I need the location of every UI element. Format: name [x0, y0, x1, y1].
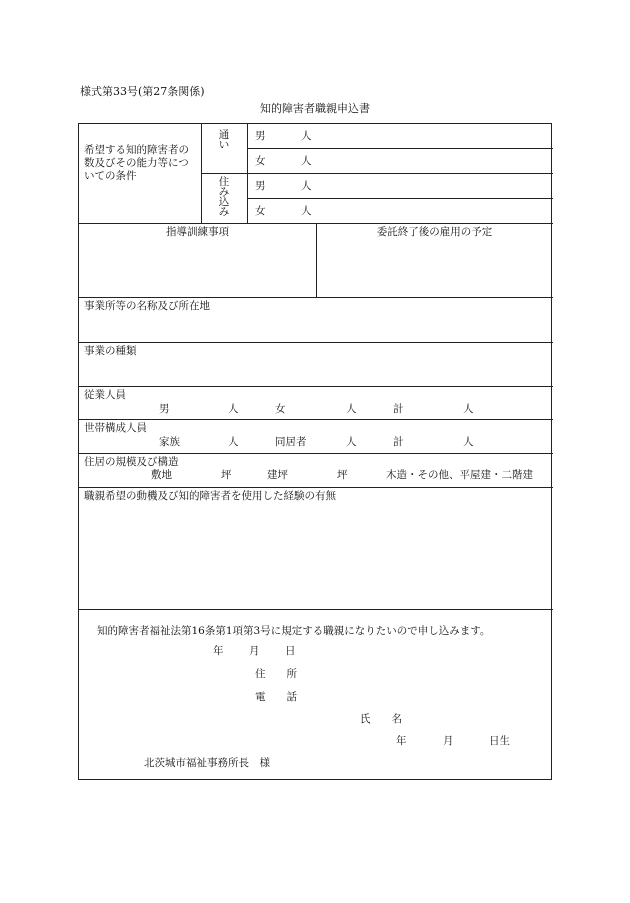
divider: [201, 173, 553, 174]
employment-plan-label: 委託終了後の雇用の予定: [376, 226, 493, 238]
application-day: 日: [285, 645, 296, 657]
divider: [247, 198, 553, 199]
form-number: 様式第33号(第27条関係): [80, 85, 205, 98]
employees-label: 従業人員: [84, 389, 126, 401]
live-in-male-label: 男: [255, 180, 266, 192]
application-year: 年: [213, 645, 224, 657]
divider: [247, 148, 553, 149]
live-in-label: 住 み 込 み: [218, 176, 230, 218]
commute-female-unit: 人: [301, 155, 312, 167]
divider: [79, 453, 553, 454]
guidance-label: 指導訓練事項: [166, 226, 229, 238]
employees-male-label: 男: [159, 403, 170, 415]
residence-label: 住居の規模及び構造: [84, 456, 179, 468]
desired-persons-label: 希望する知的障害者の数及びその能力等についての条件: [84, 144, 189, 182]
commute-male-label: 男: [255, 130, 266, 142]
form-table: [78, 123, 552, 780]
commute-male-unit: 人: [301, 130, 312, 142]
motivation-label: 職親希望の動機及び知的障害者を使用した経験の有無: [84, 490, 336, 502]
household-family-label: 家族: [159, 436, 180, 448]
divider: [79, 386, 553, 387]
residence-site-unit: 坪: [221, 469, 232, 481]
divider: [79, 487, 553, 488]
divider: [79, 342, 553, 343]
commute-label: 通 い: [218, 129, 230, 151]
household-total-unit: 人: [463, 436, 474, 448]
household-label: 世帯構成人員: [84, 422, 147, 434]
name-label: 氏 名: [360, 713, 402, 725]
commute-female-label: 女: [255, 155, 266, 167]
employees-total-unit: 人: [463, 403, 474, 415]
household-family-unit: 人: [228, 436, 239, 448]
residence-site-label: 敷地: [151, 469, 172, 481]
birth-month: 月: [443, 735, 454, 747]
divider: [79, 609, 553, 610]
household-cohabitant-label: 同居者: [275, 436, 307, 448]
residence-building-label: 建坪: [267, 469, 288, 481]
birth-day: 日生: [489, 735, 510, 747]
birth-year: 年: [396, 735, 407, 747]
employees-male-unit: 人: [228, 403, 239, 415]
business-type-label: 事業の種類: [84, 345, 137, 357]
employees-total-label: 計: [393, 403, 404, 415]
residence-structure-options: 木造・その他、平屋建・二階建: [386, 469, 533, 481]
business-name-address-label: 事業所等の名称及び所在地: [84, 300, 210, 312]
application-statement: 知的障害者福祉法第16条第1項第3号に規定する職親になりたいので申し込みます。: [97, 625, 491, 637]
address-label: 住 所: [255, 668, 297, 680]
divider: [79, 419, 553, 420]
employees-female-label: 女: [275, 403, 286, 415]
residence-building-unit: 坪: [337, 469, 348, 481]
divider: [79, 297, 553, 298]
employees-female-unit: 人: [346, 403, 357, 415]
live-in-female-unit: 人: [301, 205, 312, 217]
household-total-label: 計: [393, 436, 404, 448]
addressee: 北茨城市福祉事務所長 様: [144, 757, 270, 769]
application-month: 月: [249, 645, 260, 657]
live-in-male-unit: 人: [301, 180, 312, 192]
live-in-female-label: 女: [255, 205, 266, 217]
household-cohabitant-unit: 人: [346, 436, 357, 448]
form-title: 知的障害者職親申込書: [260, 102, 370, 115]
phone-label: 電 話: [255, 691, 297, 703]
